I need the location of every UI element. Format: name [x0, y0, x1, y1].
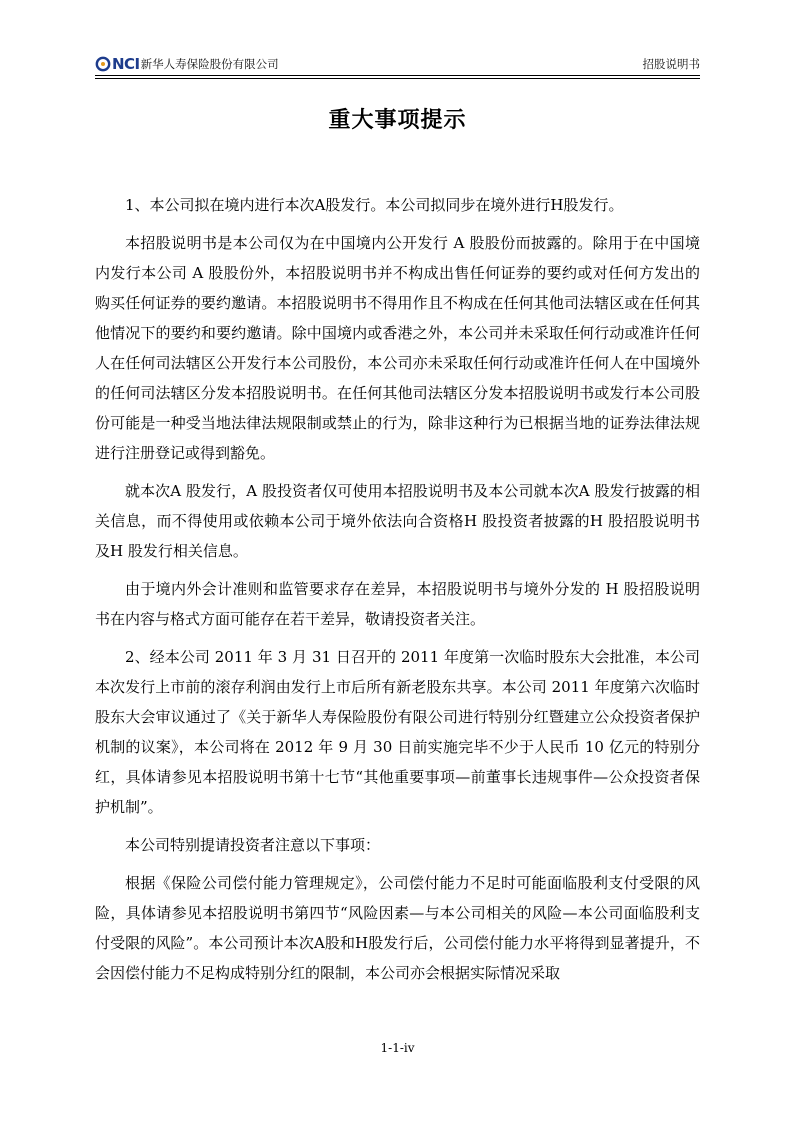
paragraph-5: 2、经本公司 2011 年 3 月 31 日召开的 2011 年度第一次临时股东大会批准，本公司本次发行上市前的滚存利润由发行上市后所有新老股东共享。本公司 2011 年度第六次临时股东大会审议通过了《关于新华人寿保险股份有限公司进行特别分红暨建立公众投资者保护机制的议案》，本公司将在 2012 年 9 月 30 日前实施完毕不少于人民币 10 亿元的特别分红，具体请参见本招股说明书第十七节“其他重要事项—前董事长违规事件—公众投资者保护机制”。	[95, 648, 700, 816]
company-logo	[95, 55, 279, 73]
header-rule-thick	[95, 75, 700, 76]
paragraph-1: 1、本公司拟在境内进行本次A股发行。本公司拟同步在境外进行H股发行。	[125, 196, 624, 214]
page-number: 1-1-iv	[380, 1041, 415, 1055]
document-type: 招股说明书	[642, 57, 700, 71]
nci-logo-icon	[95, 56, 111, 72]
logo-text: NCI	[112, 55, 140, 73]
company-name: 新华人寿保险股份有限公司	[140, 57, 279, 71]
paragraph-2: 本招股说明书是本公司仅为在中国境内公开发行 A 股股份而披露的。除用于在中国境内发行本公司 A 股股份外，本招股说明书并不构成出售任何证券的要约或对任何方发出的购买任何证券的要约邀请。本招股说明书不得用作且不构成在任何其他司法辖区或在任何其他情况下的要约和要约邀请。除中国境内或香港之外，本公司并未采取任何行动或准许任何人在任何司法辖区公开发行本公司股份，本公司亦未采取任何行动或准许任何人在中国境外的任何司法辖区分发本招股说明书。在任何其他司法辖区分发本招股说明书或发行本公司股份可能是一种受当地法律法规限制或禁止的行为，除非这种行为已根据当地的证券法律法规进行注册登记或得到豁免。	[95, 234, 700, 462]
paragraph-4: 由于境内外会计准则和监管要求存在差异，本招股说明书与境外分发的 H 股招股说明书在内容与格式方面可能存在若干差异，敬请投资者关注。	[95, 580, 700, 628]
body-text	[95, 190, 700, 988]
page-header	[95, 54, 700, 74]
header-rule-thin	[95, 78, 700, 79]
paragraph-6: 本公司特别提请投资者注意以下事项：	[125, 836, 381, 854]
paragraph-7: 根据《保险公司偿付能力管理规定》，公司偿付能力不足时可能面临股利支付受限的风险，具体请参见本招股说明书第四节“风险因素—与本公司相关的风险—本公司面临股利支付受限的风险”。本公司预计本次A股和H股发行后，公司偿付能力水平将得到显著提升，不会因偿付能力不足构成特别分红的限制，本公司亦会根据实际情况采取	[95, 874, 700, 982]
paragraph-3: 就本次A 股发行，A 股投资者仅可使用本招股说明书及本公司就本次A 股发行披露的相关信息，而不得使用或依赖本公司于境外依法向合资格H 股投资者披露的H 股招股说明书及H 股发行相关信息。	[95, 482, 700, 560]
page-title: 重大事项提示	[328, 108, 467, 133]
